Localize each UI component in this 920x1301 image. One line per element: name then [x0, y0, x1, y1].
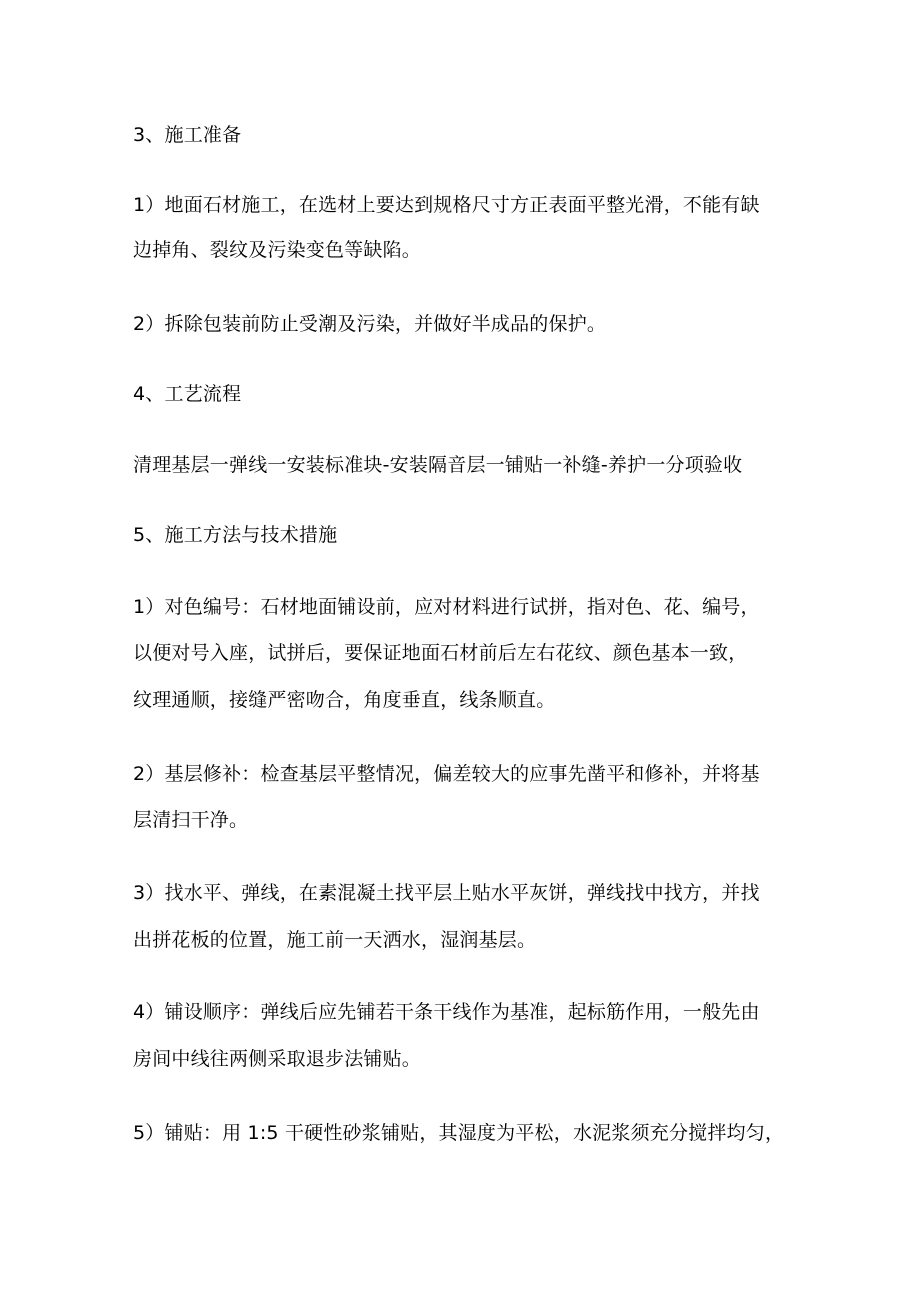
paragraph-line: 2）拆除包装前防止受潮及污染，并做好半成品的保护。 [133, 313, 607, 335]
heading-4-process-flow: 4、工艺流程 [133, 383, 242, 405]
paragraph-line: 4）铺设顺序：弹线后应先铺若干条干线作为基准，起标筋作用，一般先由 [133, 1001, 760, 1023]
paragraph-line: 1）对色编号：石材地面铺设前，应对材料进行试拼，指对色、花、编号， [133, 596, 760, 618]
process-flow-line: 清理基层一弹线一安装标准块-安装隔音层一铺贴一补缝-养护一分项验收 [133, 454, 743, 476]
paragraph-line: 房间中线往两侧采取退步法铺贴。 [133, 1048, 422, 1070]
paragraph-line: 边掉角、裂纹及污染变色等缺陷。 [133, 239, 422, 261]
paragraph-line: 层清扫干净。 [133, 809, 249, 831]
paragraph-line: 纹理通顺，接缝严密吻合，角度垂直，线条顺直。 [133, 689, 556, 711]
heading-3-construction-preparation: 3、施工准备 [133, 124, 242, 146]
paragraph-line: 5）铺贴：用 1:5 干硬性砂浆铺贴，其湿度为平松，水泥浆须充分搅拌均匀， [133, 1122, 785, 1144]
paragraph-line: 出拼花板的位置，施工前一天洒水，湿润基层。 [133, 929, 537, 951]
paragraph-line: 以便对号入座，试拼后，要保证地面石材前后左右花纹、颜色基本一致， [133, 642, 748, 664]
paragraph-line: 3）找水平、弹线，在素混凝土找平层上贴水平灰饼，弹线找中找方，并找 [133, 882, 760, 904]
heading-5-methods-and-measures: 5、施工方法与技术措施 [133, 524, 338, 546]
paragraph-line: 2）基层修补：检查基层平整情况，偏差较大的应事先凿平和修补，并将基 [133, 763, 760, 785]
paragraph-line: 1）地面石材施工，在选材上要达到规格尺寸方正表面平整光滑，不能有缺 [133, 194, 760, 216]
